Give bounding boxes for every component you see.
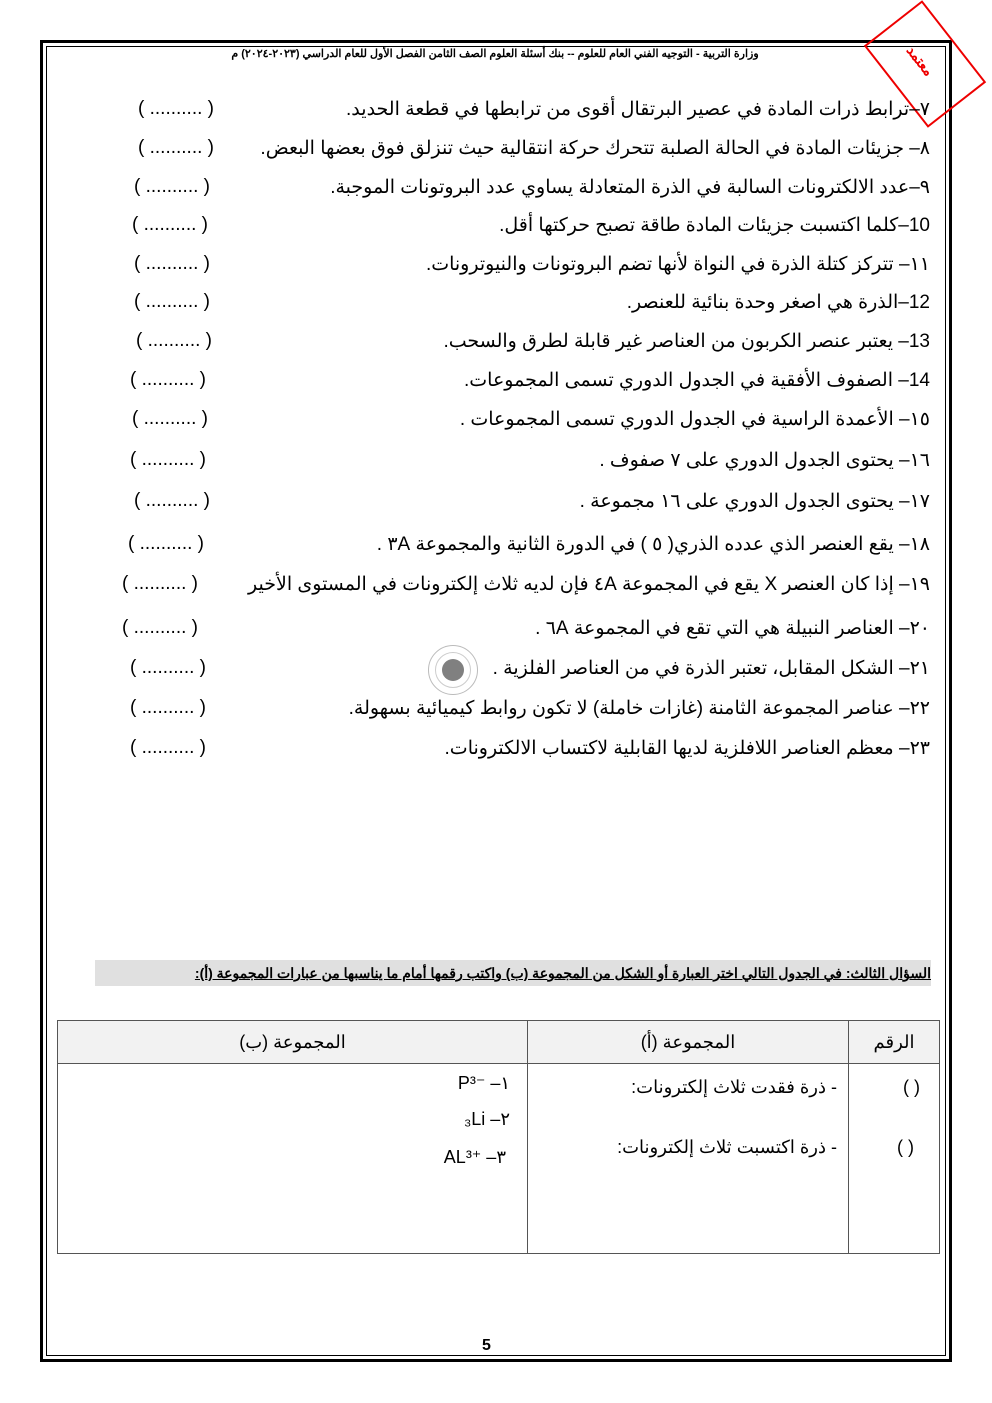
question-statement: ٨– جزيئات المادة في الحالة الصلبة تتحرك حركة انتقالية حيث تنزلق فوق بعضها البعض. <box>260 138 930 159</box>
answer-slot-1[interactable]: ( ) <box>903 1077 920 1097</box>
answer-blank[interactable]: ( .......... ) <box>132 408 208 429</box>
answer-blank[interactable]: ( .......... ) <box>136 330 212 351</box>
question-statement: ١٦– يحتوى الجدول الدوري على ٧ صفوف . <box>599 450 930 471</box>
page-number: 5 <box>482 1337 491 1354</box>
question-statement: 13– يعتبر عنصر الكربون من العناصر غير قابلة لطرق والسحب. <box>443 331 930 352</box>
answer-blank[interactable]: ( .......... ) <box>134 490 210 511</box>
page-header: وزارة التربية - التوجيه الفني العام للعلوم -- بنك أسئلة العلوم الصف الثامن الفصل الأول للعام الدراسي (٢٠٢٣-٢٠٢٤) م <box>231 48 759 60</box>
answer-blank[interactable]: ( .......... ) <box>134 253 210 274</box>
matching-table <box>57 1020 940 1254</box>
answer-blank[interactable]: ( .......... ) <box>130 369 206 390</box>
answer-blank[interactable]: ( .......... ) <box>130 697 206 718</box>
answer-blank[interactable]: ( .......... ) <box>122 617 198 638</box>
question-statement: ٢٣– معظم العناصر اللافلزية لديها القابلية لاكتساب الالكترونات. <box>444 738 930 759</box>
group-b-item-1: P³⁻ –١ <box>457 1073 510 1093</box>
group-b-cell <box>58 1064 528 1254</box>
question-statement: ١٥– الأعمدة الراسية في الجدول الدوري تسمى المجموعات . <box>459 409 930 430</box>
answer-blank[interactable]: ( .......... ) <box>134 176 210 197</box>
answer-blank[interactable]: ( .......... ) <box>130 657 206 678</box>
question-statement: ٢٢– عناصر المجموعة الثامنة (غازات خاملة) لا تكون روابط كيميائية بسهولة. <box>348 698 930 719</box>
question-statement: 10–كلما اكتسبت جزيئات المادة طاقة تصبح حركتها أقل. <box>499 215 930 236</box>
group-a-item-2: - ذرة اكتسبت ثلاث إلكترونات: <box>617 1137 837 1157</box>
question-statement: ٢٠– العناصر النبيلة هي التي تقع في المجموعة ٦A . <box>535 618 930 639</box>
question-statement: 12–الذرة هي اصغر وحدة بنائية للعنصر. <box>626 292 930 313</box>
answer-cells <box>849 1064 940 1254</box>
header-group-a: المجموعة (أ) <box>528 1021 849 1064</box>
answer-blank[interactable]: ( .......... ) <box>128 533 204 554</box>
question-statement: ٩–عدد الالكترونات السالبة في الذرة المتعادلة يساوي عدد البروتونات الموجبة. <box>330 177 930 198</box>
group-b-item-2: ₃Li –٢ <box>463 1109 510 1129</box>
answer-blank[interactable]: ( .......... ) <box>138 137 214 158</box>
section3-title: السؤال الثالث: في الجدول التالي اختر العبارة أو الشكل من المجموعة (ب) واكتب رقمها أمام ما يناسبها من عبارات المجموعة (أ): <box>95 960 931 986</box>
group-b-item-3: AL³⁺ –٣ <box>443 1147 506 1167</box>
group-a-item-1: - ذرة فقدت ثلاث إلكترونات: <box>631 1077 837 1097</box>
question-statement: ١٨– يقع العنصر الذي عدده الذري( ٥ ) في الدورة الثانية والمجموعة ٣A . <box>376 534 930 555</box>
question-statement: ٢١– الشكل المقابل، تعتبر الذرة في من العناصر الفلزية . <box>492 658 930 679</box>
stamp-text: معتمد <box>903 42 938 79</box>
answer-blank[interactable]: ( .......... ) <box>134 291 210 312</box>
header-number: الرقم <box>849 1021 940 1064</box>
question-statement: ١١– تتركز كتلة الذرة في النواة لأنها تضم البروتونات والنيوترونات. <box>425 254 930 275</box>
answer-slot-2[interactable]: ( ) <box>897 1137 914 1157</box>
header-group-b: المجموعة (ب) <box>58 1021 528 1064</box>
atom-diagram-icon <box>428 645 478 695</box>
answer-blank[interactable]: ( .......... ) <box>122 573 198 594</box>
answer-blank[interactable]: ( .......... ) <box>130 737 206 758</box>
question-statement: ٧–ترابط ذرات المادة في عصير البرتقال أقوى من ترابطها في قطعة الحديد. <box>346 99 930 120</box>
question-statement: ١٧– يحتوى الجدول الدوري على ١٦ مجموعة . <box>579 491 930 512</box>
answer-blank[interactable]: ( .......... ) <box>132 214 208 235</box>
answer-blank[interactable]: ( .......... ) <box>138 98 214 119</box>
question-statement: 14– الصفوف الأفقية في الجدول الدوري تسمى المجموعات. <box>464 370 930 391</box>
group-a-cell <box>528 1064 849 1254</box>
answer-blank[interactable]: ( .......... ) <box>130 449 206 470</box>
question-statement: ١٩– إذا كان العنصر X يقع في المجموعة ٤A فإن لديه ثلاث إلكترونات في المستوى الأخير <box>248 574 930 595</box>
